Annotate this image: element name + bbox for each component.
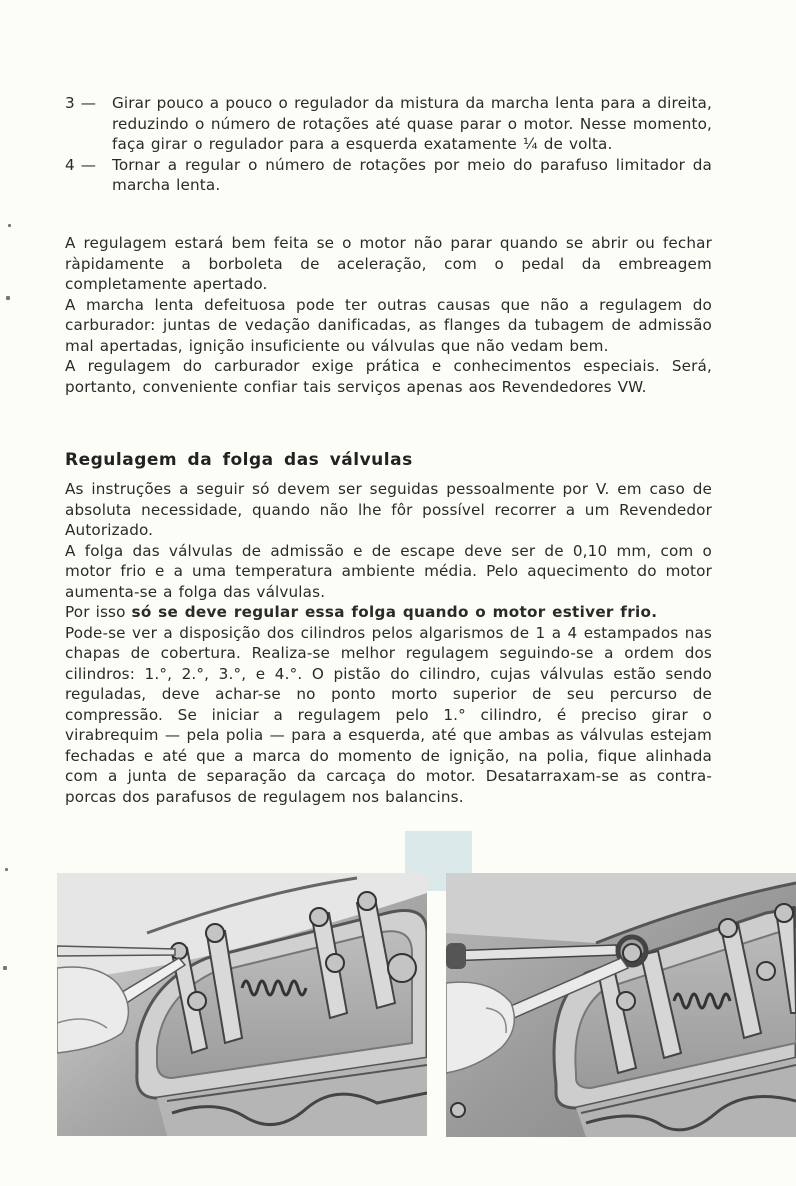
section-heading: Regulagem da folga das válvulas — [65, 450, 413, 470]
paragraph — [65, 602, 712, 623]
photo-wrench — [446, 873, 796, 1137]
step-number: 3 — — [65, 94, 97, 112]
margin-speck — [5, 868, 8, 871]
margin-speck — [6, 296, 10, 300]
paragraph: A marcha lenta defeituosa pode ter outras causas que não a regulagem do carburador: juntas de vedação danificadas, as flanges da tubagem de admissão mal apertadas, ignição insuficiente ou válvulas que não vedam bem. — [65, 295, 712, 355]
step-number: 4 — — [65, 155, 97, 174]
photo-feeler-gauge — [57, 873, 427, 1136]
margin-speck — [8, 224, 11, 227]
step-text: Tornar a regular o número de rotações por meio do parafuso limitador da marcha lenta. — [112, 155, 712, 194]
step-item — [65, 93, 712, 155]
engine-illustration — [446, 873, 796, 1137]
margin-speck — [3, 966, 7, 970]
paragraph: Pode-se ver a disposição dos cilindros pelos algarismos de 1 a 4 estampados nas chapas de cobertura. Realiza-se melhor regulagem seguindo-se a ordem dos cilindros: 1.°, 2.°, 3.°, e 4.°. O pistão do cilindro, cujas válvulas estão sendo reguladas, deve achar-se no ponto morto superior de seu percurso de compressão. Se iniciar a regulagem pelo 1.° cilindro, é preciso girar o virabrequim — pela polia — para a esquerda, até que ambas as válvulas estejam fechadas e até que a marca do momento de ignição, na polia, fique alinhada com a junta de separação da carcaça do motor. Desatarraxam-se as contra-porcas dos parafusos de regulagem nos balancins. — [65, 623, 712, 806]
paragraph-prefix: Por isso — [65, 603, 132, 621]
paragraph: As instruções a seguir só devem ser seguidas pessoalmente por V. em caso de absoluta necessidade, quando não lhe fôr possível recorrer a um Revendedor Autorizado. — [65, 480, 712, 539]
engine-illustration — [57, 873, 427, 1136]
step-item — [65, 155, 712, 196]
paragraph: A regulagem estará bem feita se o motor não parar quando se abrir ou fechar ràpidamente a borboleta de aceleração, com o pedal da embreagem completamente apertado. — [65, 234, 712, 293]
idle-paragraphs — [65, 233, 712, 397]
warning-text: só se deve regular essa folga quando o motor estiver frio. — [131, 603, 658, 621]
valve-paragraphs — [65, 479, 712, 807]
paragraph: A folga das válvulas de admissão e de escape deve ser de 0,10 mm, com o motor frio e a uma temperatura ambiente média. Pelo aquecimento do motor aumenta-se a folga das válvulas. — [65, 541, 712, 601]
step-text: Girar pouco a pouco o regulador da mistura da marcha lenta para a direita, reduzindo o número de rotações até quase parar o motor. Nesse momento, faça girar o regulador para a esquerda exatamente ¼ de volta. — [112, 94, 712, 153]
steps-list — [65, 93, 712, 196]
paragraph: A regulagem do carburador exige prática e conhecimentos especiais. Será, portanto, conveniente confiar tais serviços apenas aos Revendedores VW. — [65, 357, 712, 396]
